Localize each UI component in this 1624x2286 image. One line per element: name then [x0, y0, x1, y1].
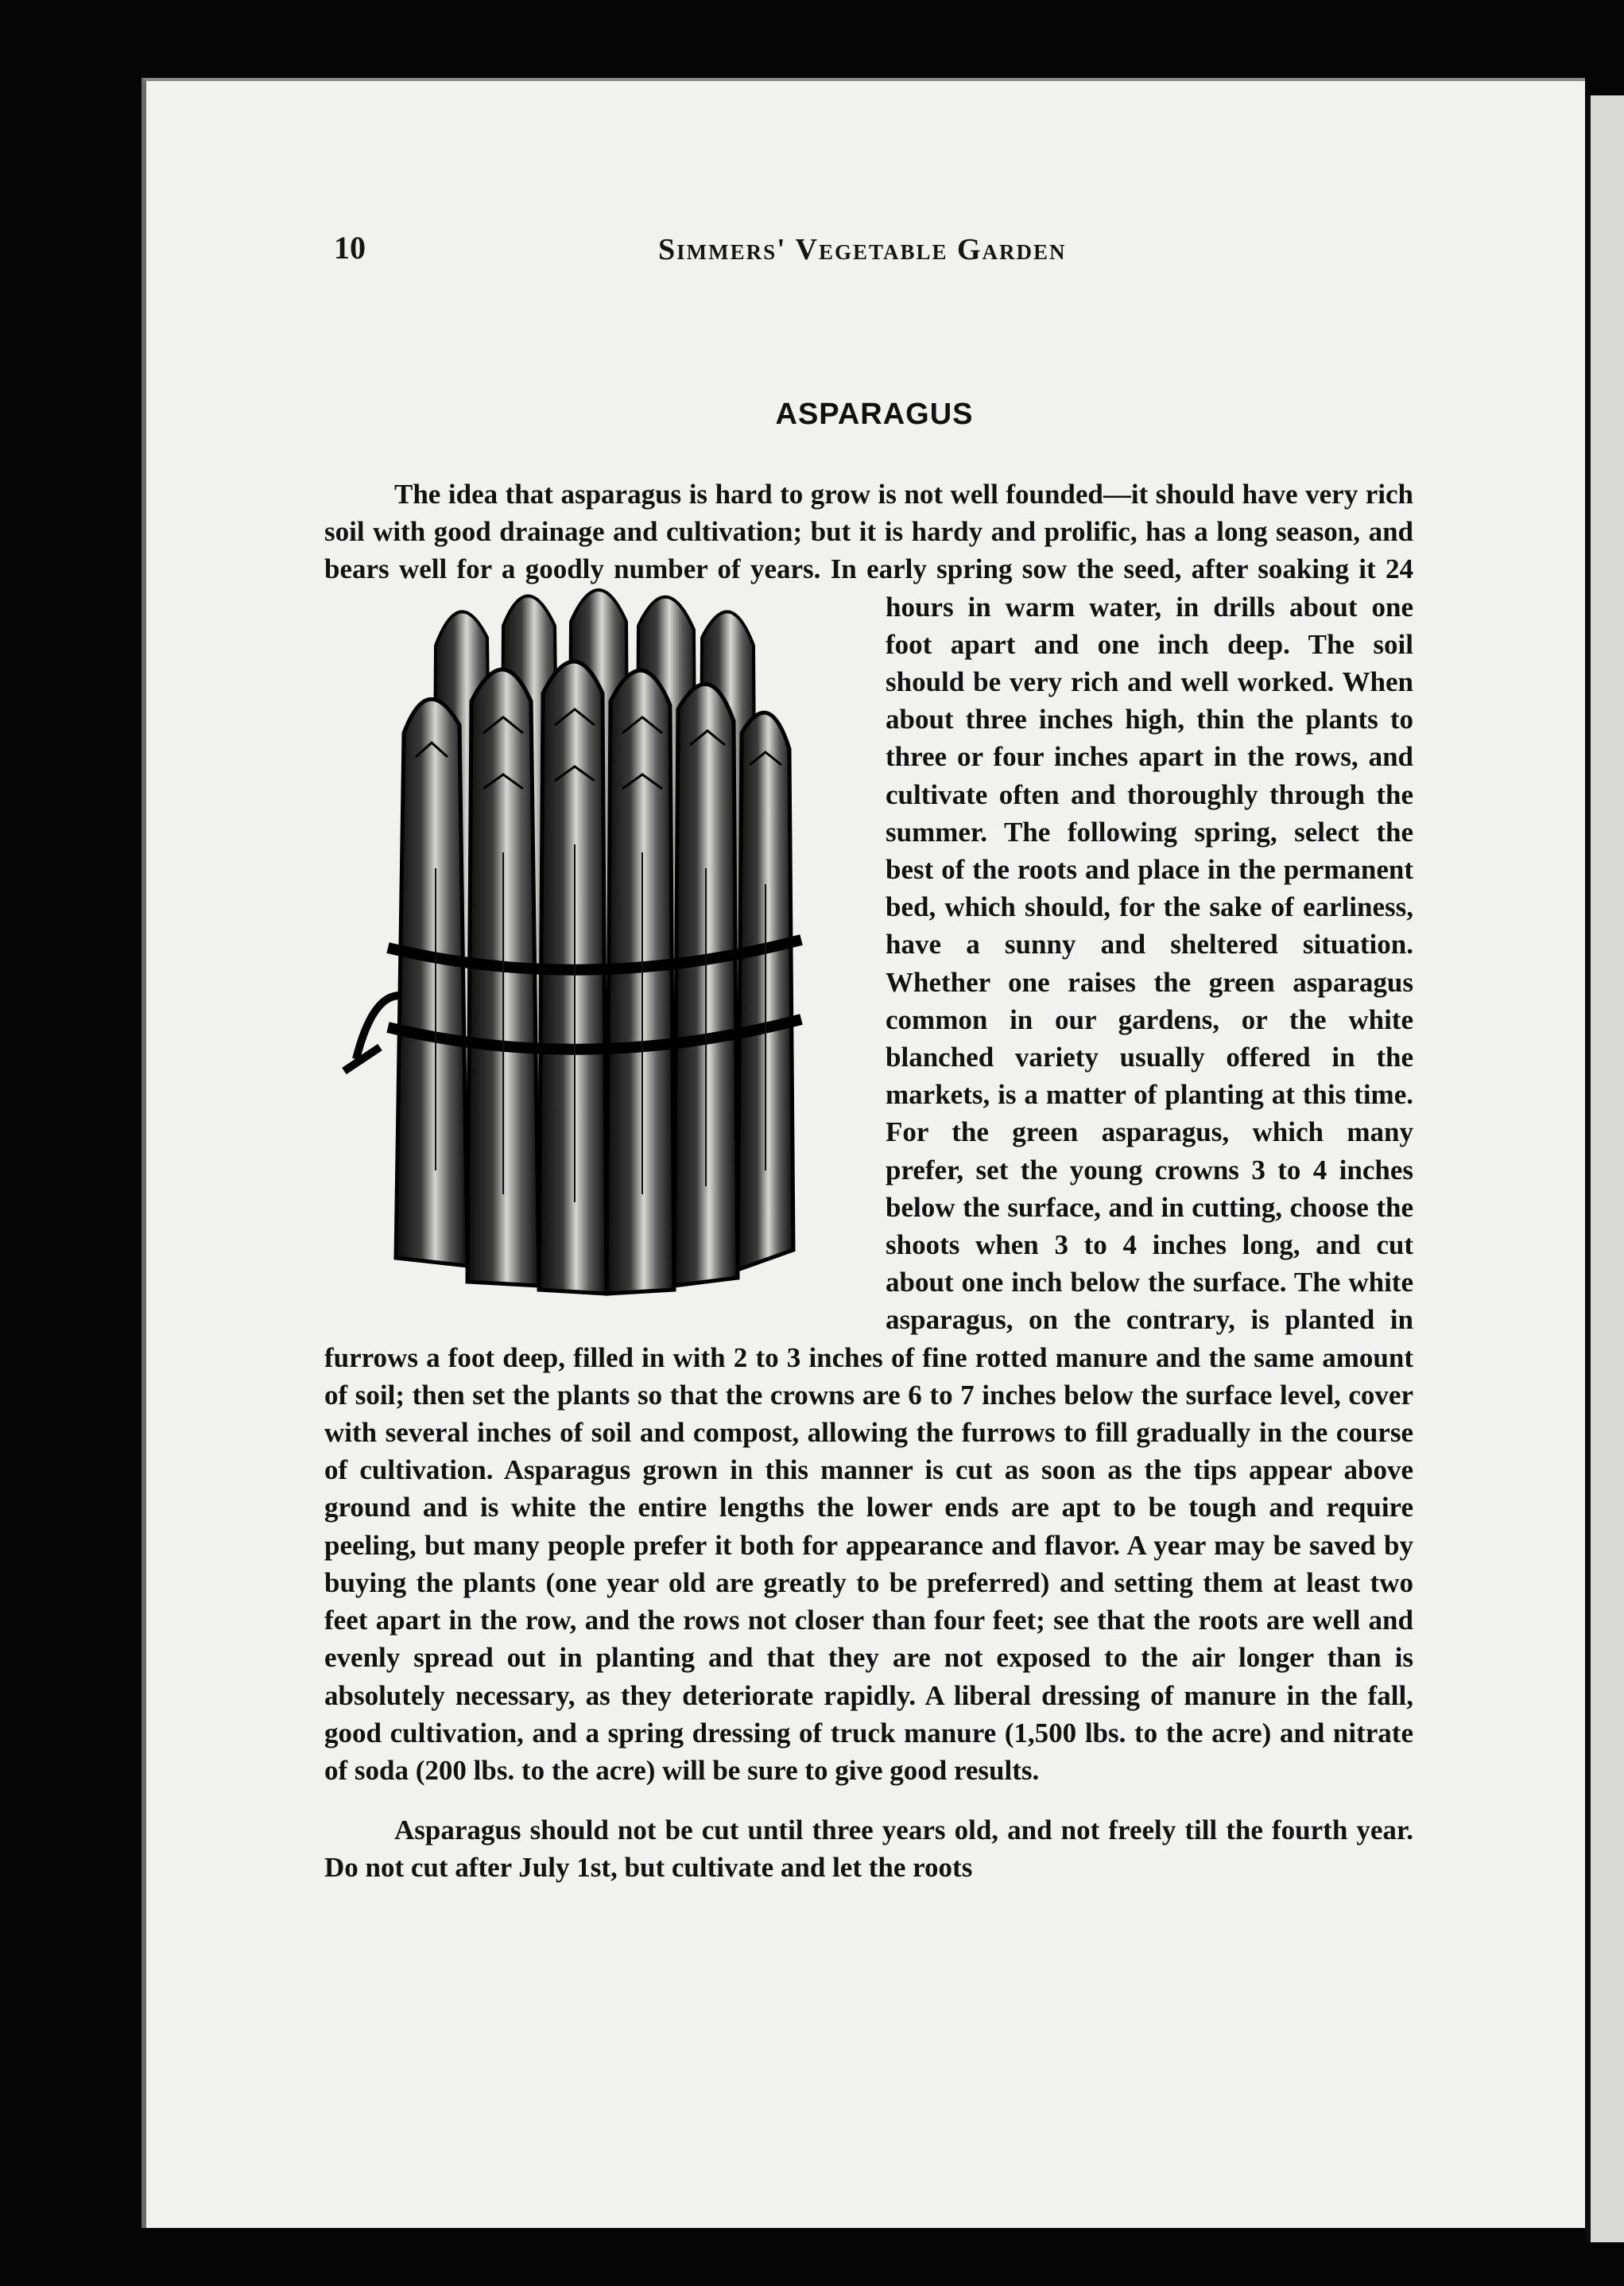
section-title: ASPARAGUS	[775, 398, 974, 431]
paragraph-1-intro: The idea that asparagus is hard to grow is not well founded—it should have very rich soil with good drainage and cultivation; but it is hardy and prolific, has a long season, and bears well for a goodly number of years.	[324, 479, 1413, 585]
asparagus-bundle-icon	[324, 550, 871, 1306]
page-number: 10	[334, 230, 366, 266]
running-head	[334, 229, 1097, 269]
paragraph-1	[324, 475, 1413, 1789]
asparagus-bundle-figure	[324, 550, 871, 1306]
facing-page-edge	[1586, 95, 1624, 2242]
paragraph-1-body: In early spring sow the seed, after soaking it 24 hours in warm water, in drills about one foot apart and one inch deep. The soil should be very rich and well worked. When about three inches high, thin the plants to three or four inches apart in the rows, and cultivate often and thoroughly through the summer. The following spring, select the best of the roots and place in the permanent bed, which should, for the sake of earliness, have a sunny and sheltered situation. Whether one raises the green asparagus common in our gardens, or the white blanched variety usually offered in the markets, is a matter of planting at this time. For the green asparagus, which many prefer, set the young crowns 3 to 4 inches below the surface, and in cutting, choose the shoots when 3 to 4 inches long, and cut about one inch below the surface. The white asparagus, on the contrary, is planted in furrows a foot deep, filled in with 2 to 3 inches of fine rotted manure and the same amount of soil; then set the plants so that the crowns are 6 to 7 inches below the surface level, cover with several inches of soil and compost, allowing the furrows to fill gradually in the course of cultivation. Asparagus grown in this manner is cut as soon as the tips appear above ground and is white the entire lengths the lower ends are apt to be tough and require peeling, but many people prefer it both for appearance and flavor. A year may be saved by buying the plants (one year old are greatly to be preferred) and setting them at least two feet apart in the row, and the rows not closer than four feet; see that the roots are well and evenly spread out in planting and that they are not exposed to the air longer than is absolutely necessary, as they deteriorate rapidly. A liberal dressing of manure in the fall, good cultivation, and a spring dressing of truck manure (1,500 lbs. to the acre) and nitrate of soda (200 lbs. to the acre) will be sure to give good results.	[324, 553, 1413, 1786]
paragraph-2: Asparagus should not be cut until three years old, and not freely till the fourth year. Do not cut after July 1st, but cultivate and let the roots	[324, 1814, 1413, 1884]
spears-front	[396, 662, 793, 1294]
body-text	[324, 475, 1413, 1887]
book-title: Simmers' Vegetable Garden	[658, 233, 1067, 266]
